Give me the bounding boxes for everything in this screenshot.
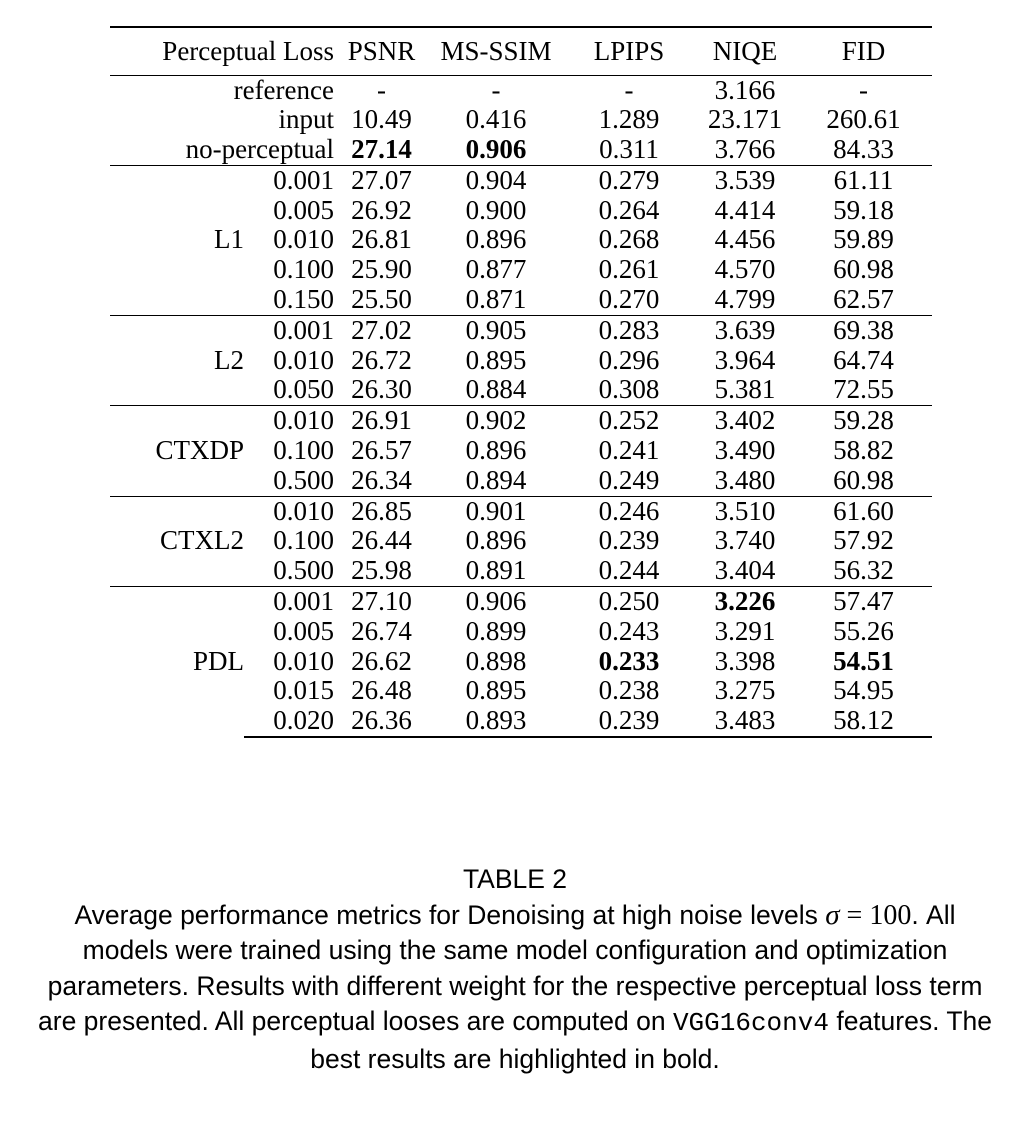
table-row: [110, 587, 932, 617]
cell-psnr: 26.44: [351, 525, 412, 556]
caption-text-1: Average performance metrics for Denoising at high noise levels: [74, 899, 818, 930]
cell-msssim: 0.904: [429, 165, 563, 195]
header-perceptual-loss: Perceptual Loss: [110, 27, 334, 75]
table-row: [110, 165, 932, 195]
cell-fid: 57.92: [833, 525, 894, 556]
table-row: [110, 75, 932, 105]
cell-weight: 0.100: [273, 525, 334, 556]
table-row: [110, 406, 932, 436]
cell-msssim: 0.884: [465, 374, 527, 405]
cell-lpips: 0.261: [598, 254, 660, 285]
cell-niqe: 4.799: [714, 284, 776, 315]
header-lpips: LPIPS: [563, 27, 695, 75]
cell-lpips: 0.241: [598, 435, 660, 466]
cell-msssim: 0.898: [465, 645, 527, 676]
cell-niqe: 3.226: [695, 587, 795, 617]
cell-psnr: 26.92: [351, 194, 412, 225]
cell-psnr: 26.91: [334, 406, 429, 436]
cell-lpips: 0.308: [598, 374, 660, 405]
cell-niqe: 4.456: [714, 224, 776, 255]
group-label-l1: L1: [110, 165, 244, 315]
cell-weight: 0.500: [273, 555, 334, 586]
cell-lpips: 0.249: [598, 464, 660, 495]
cell-weight: 0.010: [244, 496, 334, 526]
cell-lpips: 0.279: [563, 165, 695, 195]
cell-fid: -: [795, 75, 932, 105]
cell-niqe: 4.414: [714, 194, 776, 225]
cell-psnr: 26.81: [351, 224, 412, 255]
cell-niqe: 3.539: [695, 165, 795, 195]
cell-niqe: 3.490: [714, 435, 776, 466]
group-label-ctxdp: CTXDP: [110, 406, 244, 496]
table-row: [110, 315, 932, 345]
cell-weight: 0.010: [244, 406, 334, 436]
cell-fid: 58.12: [795, 706, 932, 737]
table-row: [110, 135, 932, 165]
cell-msssim: 0.896: [465, 435, 527, 466]
cell-lpips: -: [563, 75, 695, 105]
cell-psnr: 27.02: [334, 315, 429, 345]
cell-weight: 0.001: [244, 587, 334, 617]
cell-weight: 0.020: [244, 706, 334, 737]
cell-fid: 61.60: [795, 496, 932, 526]
cell-lpips: 0.283: [563, 315, 695, 345]
cell-msssim: 0.900: [465, 194, 527, 225]
cell-psnr: 25.90: [351, 254, 412, 285]
cell-msssim: 0.871: [465, 284, 527, 315]
table-header-row: [110, 27, 932, 75]
cell-msssim: 0.901: [429, 496, 563, 526]
cell-msssim: 0.896: [465, 525, 527, 556]
cell-fid: 62.57: [833, 284, 894, 315]
cell-weight: 0.150: [273, 284, 334, 315]
cell-lpips: 0.270: [598, 284, 660, 315]
cell-weight: 0.050: [273, 374, 334, 405]
cell-weight: 0.005: [273, 615, 334, 646]
cell-msssim: -: [429, 75, 563, 105]
cell-psnr: 26.30: [351, 374, 412, 405]
cell-psnr: -: [334, 75, 429, 105]
cell-niqe: 3.166: [695, 75, 795, 105]
cell-weight: 0.010: [273, 645, 334, 676]
cell-msssim: 0.896: [465, 224, 527, 255]
cell-weight: 0.010: [273, 224, 334, 255]
cell-weight: 0.100: [273, 254, 334, 285]
cell-fid: 64.74: [833, 344, 894, 375]
cell-niqe: 3.398: [714, 645, 776, 676]
cell-lpips: 0.252: [563, 406, 695, 436]
header-msssim: MS-SSIM: [429, 27, 563, 75]
cell-psnr: 26.57: [351, 435, 412, 466]
cell-msssim: 0.894: [465, 464, 527, 495]
cell-niqe: 3.766: [714, 134, 776, 165]
cell-niqe: 3.404: [714, 555, 776, 586]
caption-text-2: . All models were trained using the same model configuration and optimization parameters. Results with different weight for the respective perceptual loss term are presented. All perceptual looses are computed on: [38, 899, 983, 1037]
cell-fid: 56.32: [833, 555, 894, 586]
cell-lpips: 0.264: [598, 194, 660, 225]
cell-psnr: 26.36: [334, 706, 429, 737]
row-label: reference: [110, 75, 334, 105]
cell-weight: 0.010: [273, 344, 334, 375]
cell-msssim: 0.416: [465, 104, 527, 135]
caption-sigma-value: = 100: [839, 899, 912, 931]
cell-fid: 55.26: [833, 615, 894, 646]
cell-weight: 0.015: [273, 675, 334, 706]
cell-msssim: 0.877: [465, 254, 527, 285]
cell-psnr: 27.07: [334, 165, 429, 195]
cell-psnr: 26.72: [351, 344, 412, 375]
cell-niqe: 23.171: [707, 104, 783, 135]
cell-msssim: 0.895: [465, 344, 527, 375]
table-row: [110, 105, 932, 135]
caption-text-3: features. The best results are highlighted in bold.: [310, 1006, 992, 1074]
header-psnr: PSNR: [334, 27, 429, 75]
group-label-pdl: PDL: [110, 587, 244, 737]
cell-psnr: 26.74: [351, 615, 412, 646]
cell-msssim: 0.905: [429, 315, 563, 345]
cell-lpips: 0.311: [599, 134, 659, 165]
cell-niqe: 3.510: [695, 496, 795, 526]
cell-fid: 59.28: [795, 406, 932, 436]
cell-fid: 58.82: [833, 435, 894, 466]
cell-lpips: 0.238: [598, 675, 660, 706]
cell-niqe: 3.275: [714, 675, 776, 706]
cell-fid: 59.18: [833, 194, 894, 225]
cell-niqe: 3.402: [695, 406, 795, 436]
cell-niqe: 4.570: [714, 254, 776, 285]
cell-lpips: 0.244: [598, 555, 660, 586]
cell-msssim: 0.893: [429, 706, 563, 737]
row-label: input: [278, 104, 334, 135]
cell-psnr: 26.48: [351, 675, 412, 706]
cell-fid: 260.61: [826, 104, 901, 135]
table-caption: [30, 862, 1000, 1078]
group-label-l2: L2: [110, 315, 244, 405]
cell-lpips: 0.268: [598, 224, 660, 255]
cell-fid: 54.51: [833, 645, 894, 676]
cell-fid: 60.98: [833, 254, 894, 285]
caption-code: VGG16conv4: [672, 1008, 829, 1039]
cell-fid: 60.98: [833, 464, 894, 495]
cell-psnr: 25.50: [351, 284, 412, 315]
header-fid: FID: [795, 27, 932, 75]
cell-msssim: 0.906: [465, 134, 527, 165]
cell-weight: 0.500: [273, 464, 334, 495]
cell-msssim: 0.895: [465, 675, 527, 706]
cell-psnr: 25.98: [351, 555, 412, 586]
cell-psnr: 10.49: [351, 104, 412, 135]
cell-fid: 69.38: [795, 315, 932, 345]
cell-msssim: 0.906: [429, 587, 563, 617]
cell-weight: 0.005: [273, 194, 334, 225]
cell-msssim: 0.891: [465, 555, 527, 586]
table-body: [110, 75, 932, 737]
cell-weight: 0.001: [244, 315, 334, 345]
cell-psnr: 27.14: [351, 134, 412, 165]
cell-psnr: 26.34: [351, 464, 412, 495]
cell-niqe: 3.480: [714, 464, 776, 495]
cell-fid: 84.33: [833, 134, 894, 165]
cell-niqe: 3.483: [695, 706, 795, 737]
table-row: [110, 496, 932, 526]
cell-fid: 59.89: [833, 224, 894, 255]
row-label: no-perceptual: [185, 134, 334, 165]
caption-title: TABLE 2: [462, 864, 568, 894]
cell-lpips: 0.246: [563, 496, 695, 526]
cell-weight: 0.100: [273, 435, 334, 466]
cell-lpips: 0.239: [598, 525, 660, 556]
cell-niqe: 5.381: [714, 374, 776, 405]
cell-psnr: 26.62: [351, 645, 412, 676]
cell-psnr: 26.85: [334, 496, 429, 526]
caption-sigma: σ: [825, 898, 840, 931]
cell-fid: 54.95: [833, 675, 894, 706]
cell-niqe: 3.639: [695, 315, 795, 345]
cell-lpips: 0.243: [598, 615, 660, 646]
cell-fid: 72.55: [833, 374, 894, 405]
cell-weight: 0.001: [244, 165, 334, 195]
cell-lpips: 0.233: [598, 645, 660, 676]
group-label-ctxl2: CTXL2: [110, 496, 244, 586]
cell-fid: 61.11: [795, 165, 932, 195]
cell-niqe: 3.740: [714, 525, 776, 556]
cell-lpips: 0.250: [563, 587, 695, 617]
header-niqe: NIQE: [695, 27, 795, 75]
cell-lpips: 1.289: [598, 104, 660, 135]
cell-msssim: 0.899: [465, 615, 527, 646]
cell-fid: 57.47: [795, 587, 932, 617]
cell-niqe: 3.291: [714, 615, 776, 646]
cell-niqe: 3.964: [714, 344, 776, 375]
cell-lpips: 0.296: [598, 344, 660, 375]
results-table: [110, 26, 932, 738]
cell-lpips: 0.239: [563, 706, 695, 737]
cell-psnr: 27.10: [334, 587, 429, 617]
cell-msssim: 0.902: [429, 406, 563, 436]
